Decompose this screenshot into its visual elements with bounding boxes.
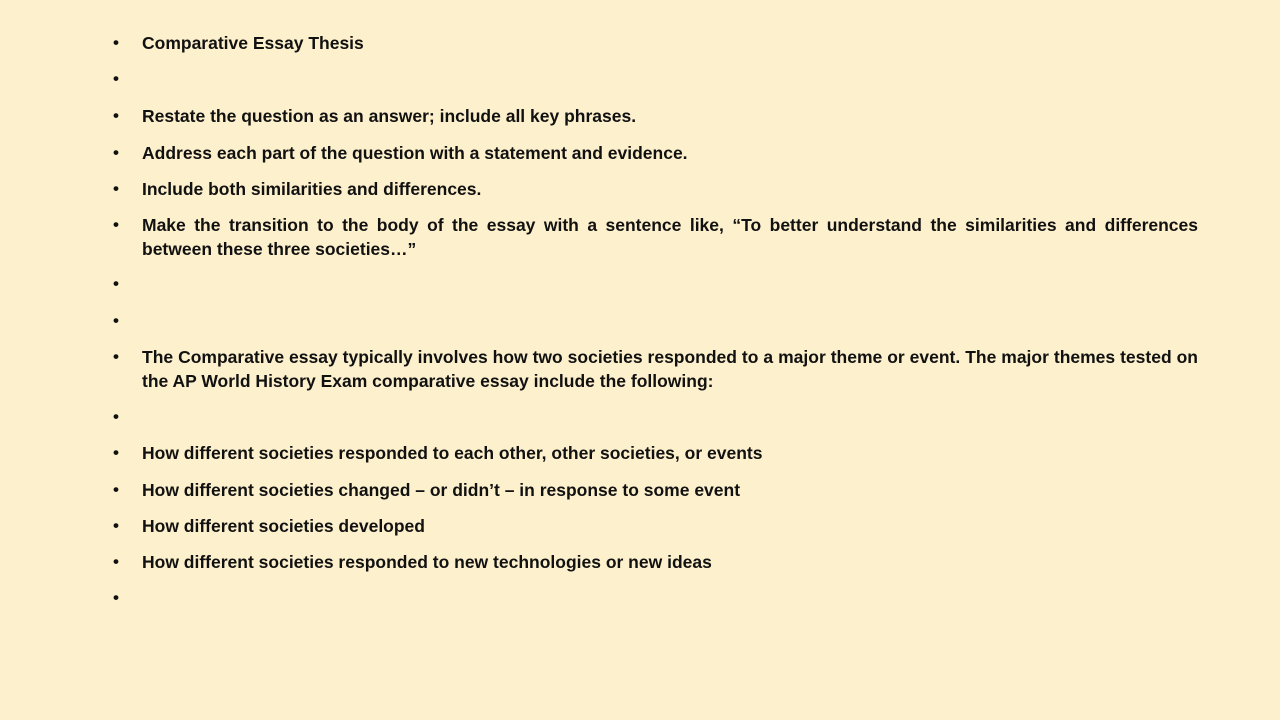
- bullet-dot-icon: •: [113, 588, 119, 607]
- bullet-dot-icon: •: [113, 215, 119, 234]
- bullet-item-transition: [113, 213, 1198, 261]
- bullet-dot-icon: •: [113, 179, 119, 198]
- bullet-text: How different societies developed: [142, 516, 425, 536]
- bullet-dot-icon: •: [113, 480, 119, 499]
- bullet-item-developed: [113, 514, 1198, 538]
- bullet-dot-icon: •: [113, 347, 119, 366]
- bullet-item-technologies: [113, 550, 1198, 574]
- bullet-dot-icon: •: [113, 106, 119, 125]
- bullet-item-comparative: [113, 345, 1198, 393]
- bullet-dot-icon: •: [113, 33, 119, 52]
- bullet-dot-icon: •: [113, 407, 119, 426]
- bullet-item-changed: [113, 478, 1198, 502]
- bullet-item-responded: [113, 441, 1198, 465]
- bullet-dot-icon: •: [113, 552, 119, 571]
- bullet-text: Include both similarities and differences.: [142, 179, 482, 199]
- bullet-text: How different societies responded to new technologies or new ideas: [142, 552, 712, 572]
- bullet-text: Make the transition to the body of the essay with a sentence like, “To better understand the similarities and differences between these three societies…”: [142, 215, 1198, 259]
- bullet-text: Address each part of the question with a statement and evidence.: [142, 143, 688, 163]
- bullet-text: The Comparative essay typically involves how two societies responded to a major theme or event. The major themes tested on the AP World History Exam comparative essay include the following:: [142, 347, 1198, 391]
- bullet-dot-icon: •: [113, 443, 119, 462]
- bullet-dot-icon: •: [113, 143, 119, 162]
- bullet-item-restate: [113, 104, 1198, 128]
- bullet-text: How different societies changed – or didn’t – in response to some event: [142, 480, 741, 500]
- bullet-text: Restate the question as an answer; include all key phrases.: [142, 106, 637, 126]
- bullet-dot-icon: •: [113, 311, 119, 330]
- bullet-dot-icon: •: [113, 69, 119, 88]
- bullet-dot-icon: •: [113, 516, 119, 535]
- bullet-text: Comparative Essay Thesis: [142, 33, 364, 53]
- bullet-item-include: [113, 177, 1198, 201]
- bullet-item-title: [113, 31, 1198, 55]
- bullet-text: How different societies responded to each other, other societies, or events: [142, 443, 763, 463]
- bullet-dot-icon: •: [113, 274, 119, 293]
- bullet-item-address: [113, 141, 1198, 165]
